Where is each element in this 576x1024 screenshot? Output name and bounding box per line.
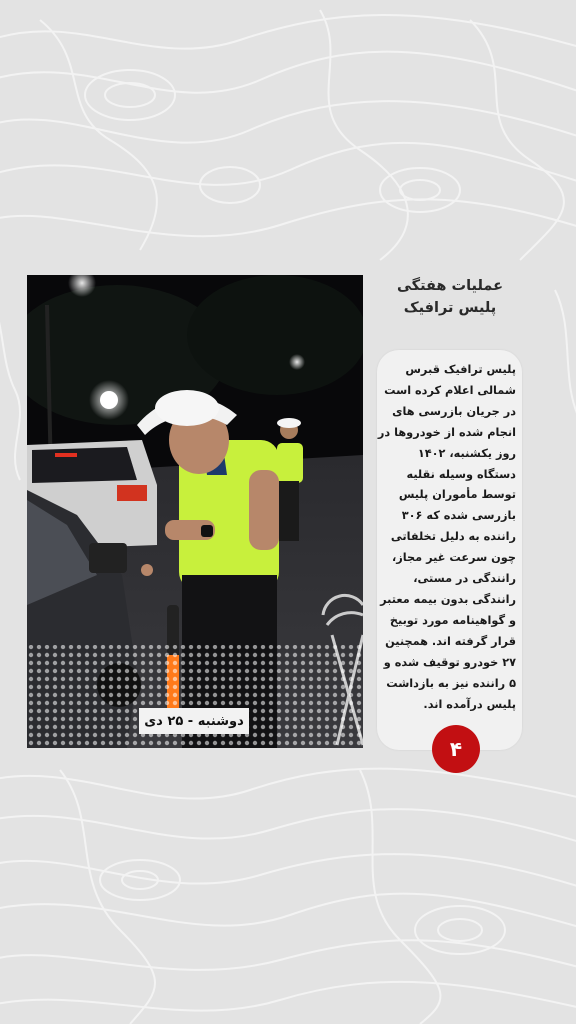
news-photo: [27, 275, 363, 748]
article-line: پلیس درآمده اند.: [423, 697, 516, 711]
page-title: [380, 275, 520, 319]
article-line: و گواهینامه مورد توبیخ: [389, 613, 516, 627]
title-line-1: عملیات هفتگی: [396, 278, 504, 294]
article-line: راننده به دلیل تخلفاتی: [390, 530, 516, 544]
article-line: ۵ راننده نیز به بازداشت: [386, 676, 516, 690]
title-line-2: پلیس ترافیک: [403, 300, 497, 316]
article-line: چون سرعت غیر مجاز،: [391, 551, 516, 565]
article-line: شمالی اعلام کرده است: [384, 383, 516, 397]
article-line: در جریان بازرسی های: [392, 404, 516, 418]
article-line: دستگاه وسیله نقلیه: [406, 467, 516, 481]
page-number-badge: ۴: [432, 725, 480, 773]
article-line: پلیس ترافیک قبرس: [405, 363, 516, 376]
article-line: ۲۷ خودرو توقیف شده و: [383, 655, 516, 669]
article-line: توسط مأموران پلیس: [398, 488, 516, 502]
article-line: انجام شده از خودروها در: [377, 425, 516, 439]
article-line: رانندگی در مستی،: [413, 572, 516, 586]
article-line: بازرسی شده که ۳۰۶: [401, 509, 516, 523]
article-text: [377, 360, 516, 715]
article-line: رانندگی بدون بیمه معتبر: [380, 592, 516, 606]
date-label: دوشنبه - ۲۵ دی: [139, 708, 249, 734]
article-line: روز یکشنبه، ۱۴۰۲: [417, 446, 516, 460]
police-checkpoint-illustration: [27, 275, 363, 748]
article-line: قرار گرفته اند. همچنین: [385, 634, 516, 648]
